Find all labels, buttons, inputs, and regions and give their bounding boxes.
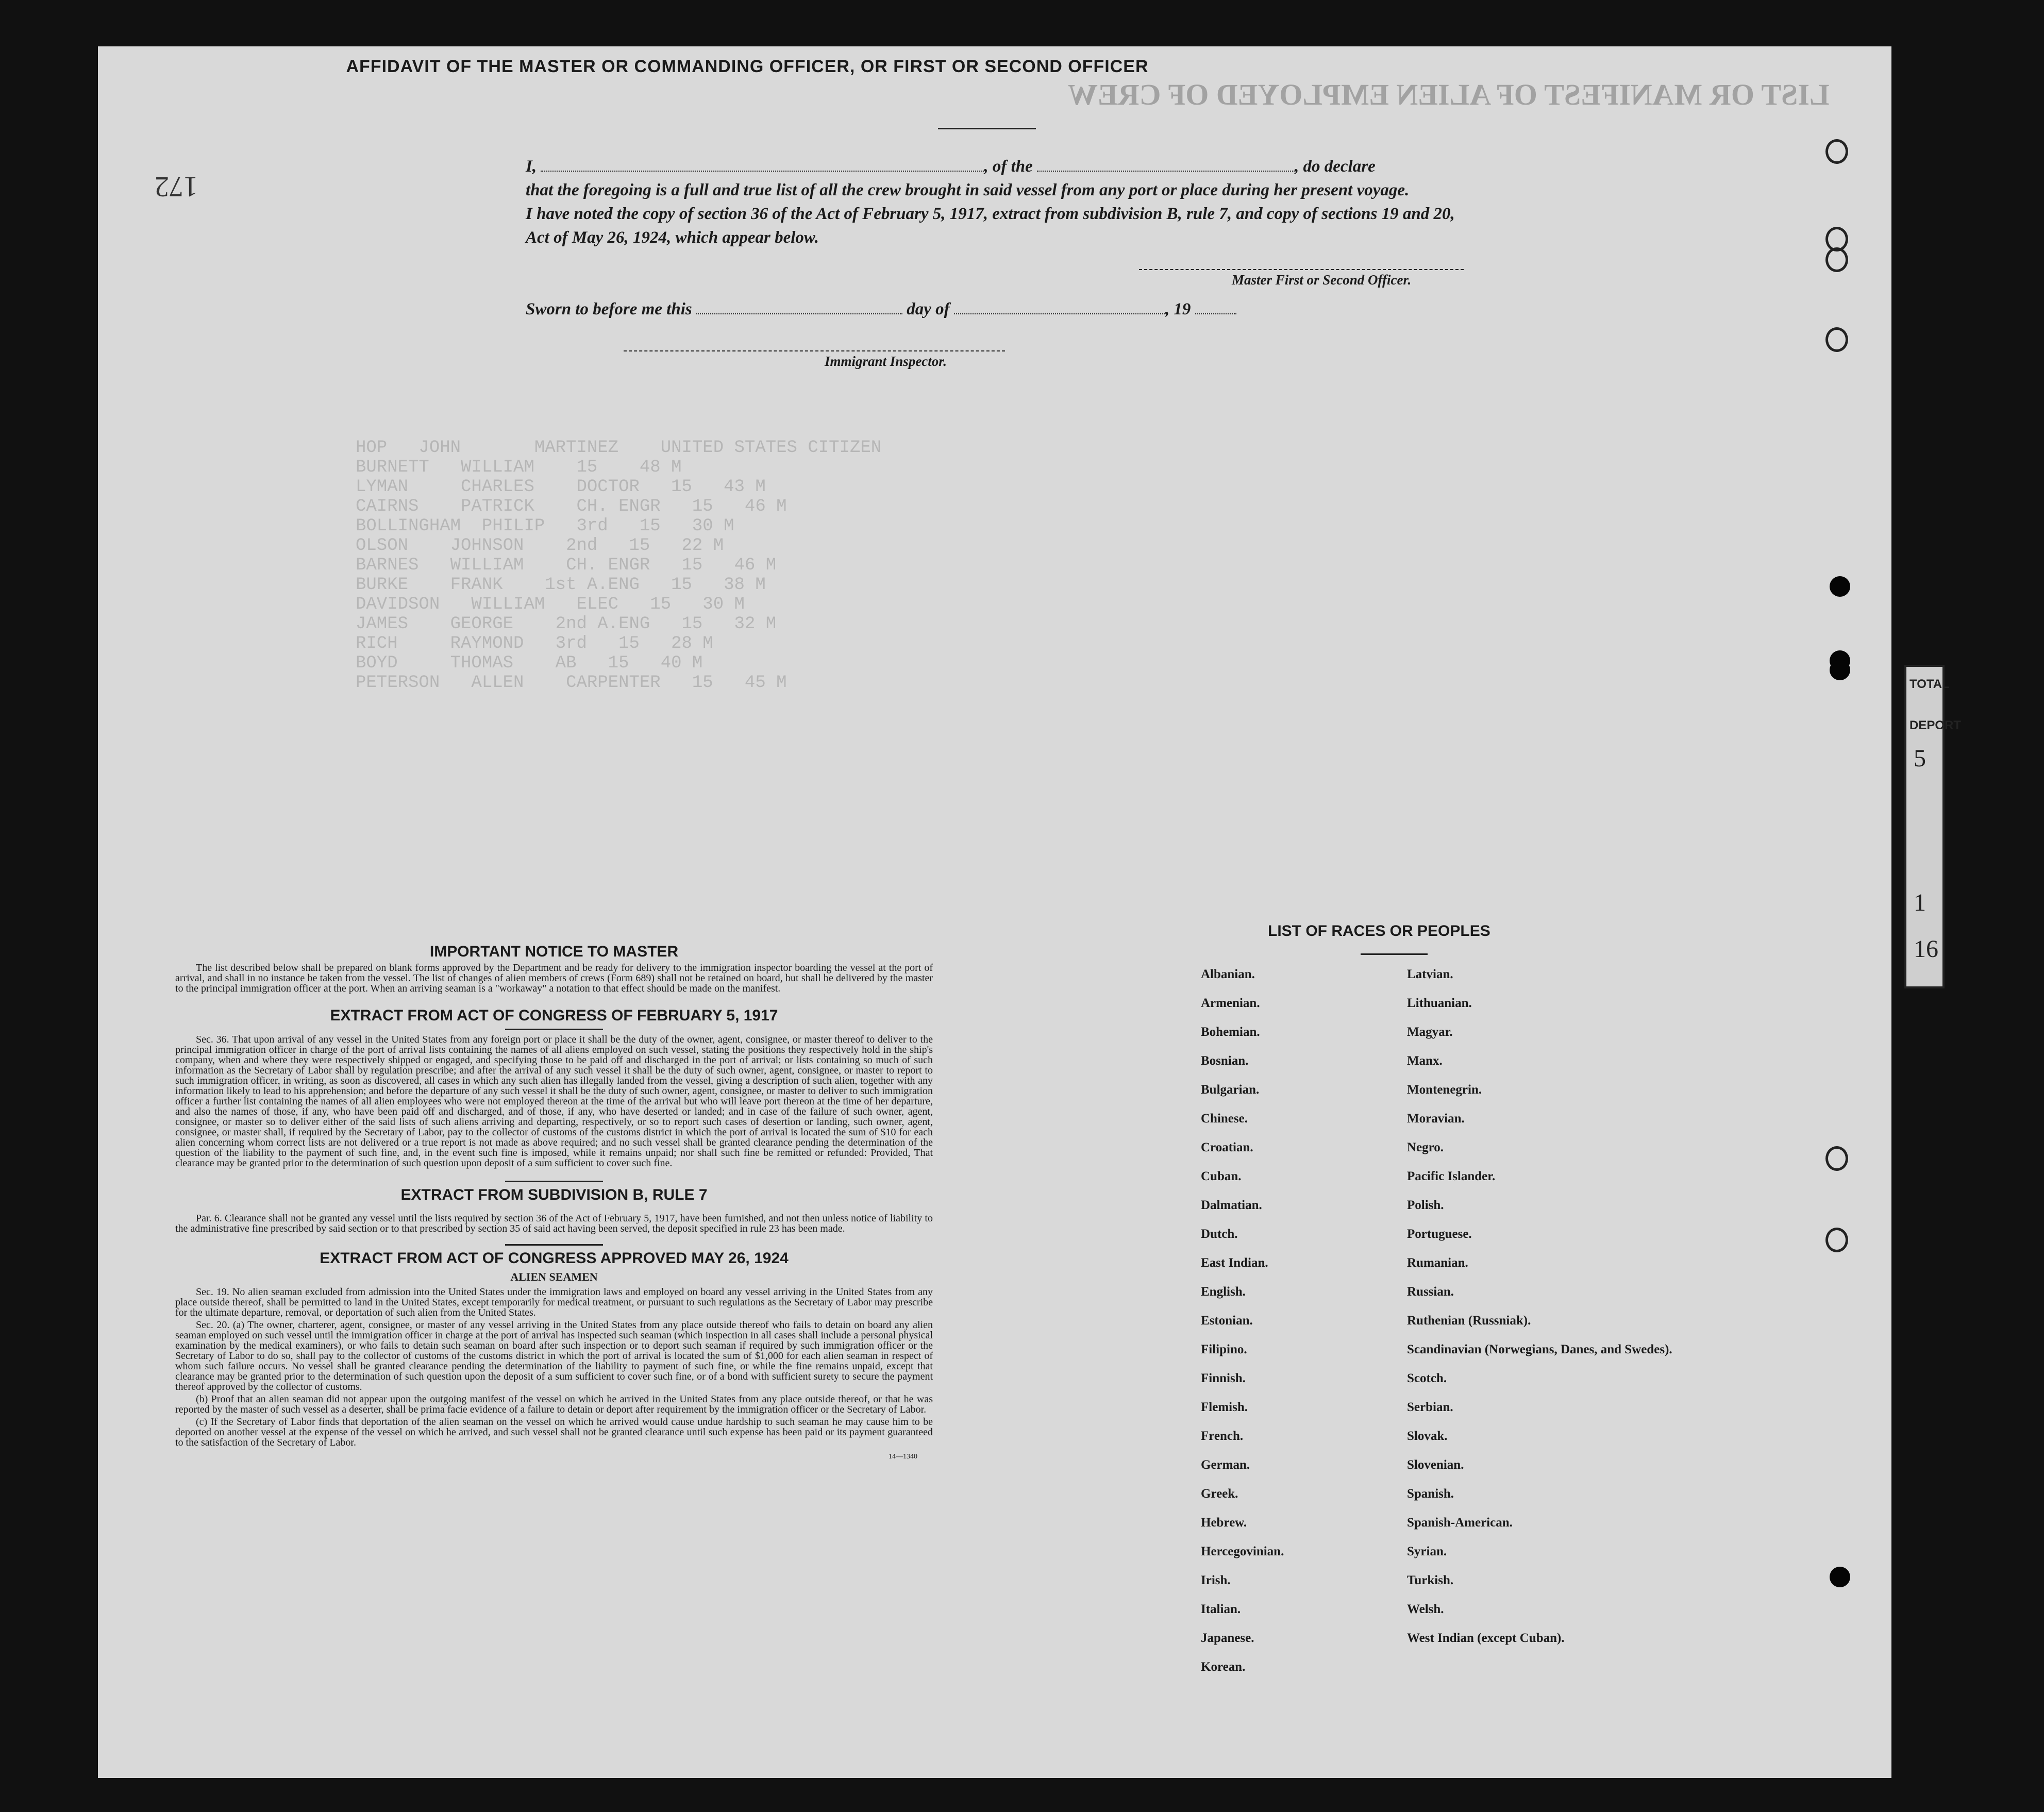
extract3-rule: [505, 1244, 603, 1246]
race-item: Manx.: [1407, 1054, 1443, 1068]
sec20c-text: (c) If the Secretary of Labor finds that deportation of the alien seaman on the vessel on which he arrived would cause undue hardship to such seaman he may cause him to be deported on another vessel at the expense of the vessel on which he arrived, and such vessel shall not be granted clearance until such expense has been paid or its payment guaranteed to the satisfaction of the Secretary of Labor.: [175, 1416, 933, 1448]
affidavit-line-1: [526, 155, 1484, 178]
race-item: Serbian.: [1407, 1400, 1453, 1414]
sworn-day-blank[interactable]: [696, 298, 902, 314]
extract1-rule: [505, 1029, 603, 1030]
race-item: Spanish-American.: [1407, 1516, 1513, 1530]
races-rule: [1361, 953, 1428, 955]
race-item: Hebrew.: [1201, 1516, 1247, 1530]
race-item: Dutch.: [1201, 1227, 1238, 1241]
affidavit-line-2: that the foregoing is a full and true list of all the crew brought in said vessel from any port or place during her present voyage.: [526, 181, 1410, 199]
punch-ring-icon: [1825, 1228, 1848, 1252]
race-item: Bohemian.: [1201, 1025, 1260, 1039]
race-item: Flemish.: [1201, 1400, 1248, 1414]
sworn-day-of: day of: [907, 300, 950, 318]
race-item: Cuban.: [1201, 1169, 1242, 1183]
race-item: West Indian (except Cuban).: [1407, 1631, 1565, 1645]
inspector-label: Immigrant Inspector.: [825, 354, 947, 369]
punch-hole-icon: [1830, 660, 1850, 680]
margin-handwritten-number: 172: [155, 171, 198, 203]
side-tab: [1904, 665, 1962, 988]
race-item: Albanian.: [1201, 967, 1255, 981]
race-item: Pacific Islander.: [1407, 1169, 1496, 1183]
race-item: Ruthenian (Russniak).: [1407, 1314, 1531, 1328]
extract2-text: Par. 6. Clearance shall not be granted any vessel until the lists required by section 36 of the Act of February 5, 1917, have been furnished, and not then unless notice of liability to the administrative fine prescribed by said section or to that prescribed by section 35 of said act having been served, the deposit specified in rule 23 has been made.: [175, 1213, 933, 1234]
side-tab-handwritten-2: 1: [1914, 889, 1926, 916]
race-item: Magyar.: [1407, 1025, 1453, 1039]
race-item: Syrian.: [1407, 1545, 1447, 1558]
race-item: Finnish.: [1201, 1371, 1246, 1385]
race-item: Filipino.: [1201, 1343, 1247, 1356]
side-tab-handwritten-3: 16: [1914, 935, 1938, 963]
race-item: Croatian.: [1201, 1140, 1253, 1154]
sworn-year-blank[interactable]: [1195, 298, 1236, 314]
punch-ring-icon: [1825, 247, 1848, 272]
race-item: Chinese.: [1201, 1112, 1248, 1126]
sworn-year-prefix: , 19: [1165, 300, 1191, 318]
punch-ring-icon: [1825, 139, 1848, 164]
extract1-text: Sec. 36. That upon arrival of any vessel in the United States from any foreign port or place it shall be the duty of the owner, agent, consignee, or master thereof to deliver to the principal immigration officer in charge of the port of arrival lists containing the names of all aliens employed on such vessel, stating the positions they respectively hold in the ship's company, when and where they were respectively shipped or engaged, and specifying those to be paid off and discharged in the port of arrival; or lists containing so much of such information as the Secretary of Labor shall by regulation prescribe; and after the arrival of any such vessel it shall be the duty of such owner, agent, consignee, or master to report to such immigration officer, in writing, as soon as discovered, all cases in which any such alien has illegally landed from the vessel, giving a description of such alien, together with any information likely to lead to his apprehension; and before the departure of any such vessel it shall be the duty of such owner, agent, consignee, or master to deliver to such immigration officer a further list containing the names of all alien employees who were not employed thereon at the time of the arrival but who will leave port thereon at the time of her departure, and also the names of those, if any, who have been paid off and discharged, and of those, if any, who have deserted or landed; and in case of the failure of such owner, agent, consignee, or master so to deliver either of the said lists of such aliens arriving and departing, respectively, or so to report such cases of desertion or landing, such owner, agent, consignee, or master shall, if required by the Secretary of Labor, pay to the collector of customs of the customs district in which the port of arrival is located the sum of $10 for each alien concerning whom correct lists are not delivered or a true report is not made as above required; and no such vessel shall be granted clearance pending the determination of the question of the liability to the payment of such fine, and, in the event such fine is imposed, while it remains unpaid; nor shall such fine be remitted or refunded: Provided, That clearance may be granted prior to the determination of such question upon deposit of a sum sufficient to cover such fine.: [175, 1034, 933, 1169]
race-item: French.: [1201, 1429, 1244, 1443]
name-blank[interactable]: [541, 155, 984, 172]
extract3-title: EXTRACT FROM ACT OF CONGRESS APPROVED MAY 26, 1924: [320, 1250, 789, 1267]
race-item: Portuguese.: [1407, 1227, 1472, 1241]
race-item: Montenegrin.: [1407, 1083, 1482, 1097]
race-item: Hercegovinian.: [1201, 1545, 1284, 1558]
sworn-prefix: Sworn to before me this: [526, 300, 692, 318]
punch-hole-icon: [1830, 1567, 1850, 1587]
race-item: Latvian.: [1407, 967, 1453, 981]
extract3-subtitle: ALIEN SEAMEN: [510, 1270, 598, 1283]
extract2-rule: [505, 1181, 603, 1182]
sec19-text: Sec. 19. No alien seaman excluded from admission into the United States under the immigration laws and employed on board any vessel arriving in the United States from any place outside thereof, shall be permitted to land in the United States, except temporarily for medical treatment, or pursuant to such regulations as the Secretary of Labor may prescribe for the ultimate departure, removal, or deportation of such alien from the United States.: [175, 1286, 933, 1318]
extract2-title: EXTRACT FROM SUBDIVISION B, RULE 7: [400, 1186, 708, 1203]
race-item: Bulgarian.: [1201, 1083, 1260, 1097]
signature-label: Master First or Second Officer.: [1232, 272, 1412, 288]
race-item: Moravian.: [1407, 1112, 1465, 1126]
race-item: Irish.: [1201, 1573, 1231, 1587]
bleed-through-rows: HOP JOHN MARTINEZ UNITED STATES CITIZEN BURNETT WILLIAM 15 48 M LYMAN CHARLES DOCTOR 15 43 M CAIRNS PATRICK CH. ENGR 15 46 M BOLLINGHAM PHILIP 3rd 15 30 M OLSON JOHNSON 2nd 15 22 M BARNES WILLIAM CH. ENGR 15 46 M BURKE FRANK 1st A.ENG 15 38 M DAVIDSON WILLIAM ELEC 15 30 M JAMES GEORGE 2nd A.ENG 15 32 M RICH RAYMOND 3rd 15 28 M BOYD THOMAS AB 15 40 M PETERSON ALLEN CARPENTER 15 45 M: [356, 438, 882, 693]
signature-line[interactable]: [1139, 269, 1464, 270]
races-column-2: [1407, 968, 1696, 1660]
affidavit-line-3: I have noted the copy of section 36 of the Act of February 5, 1917, extract from subdivision B, rule 7, and copy of sections 19 and 20,: [526, 205, 1455, 223]
race-item: Estonian.: [1201, 1314, 1253, 1328]
race-item: East Indian.: [1201, 1256, 1268, 1270]
race-item: Turkish.: [1407, 1573, 1454, 1587]
punch-hole-icon: [1830, 576, 1850, 597]
race-item: Lithuanian.: [1407, 996, 1472, 1010]
race-item: Scotch.: [1407, 1371, 1447, 1385]
affidavit-i: I,: [526, 157, 537, 176]
sec20b-text: (b) Proof that an alien seaman did not appear upon the outgoing manifest of the vessel on which he arrived in the United States from any place outside thereof, or that he was reported by the master of such vessel as a deserter, shall be prima facie evidence of a failure to detain or deport after requirement by the immigration officer or the Secretary of Labor.: [175, 1394, 933, 1415]
side-tab-handwritten-1: 5: [1914, 745, 1926, 772]
race-item: Slovenian.: [1407, 1458, 1464, 1472]
race-item: English.: [1201, 1285, 1246, 1299]
race-item: Scandinavian (Norwegians, Danes, and Swedes).: [1407, 1343, 1672, 1356]
side-tab-total-label: TOTAL: [1909, 677, 1950, 691]
race-item: Greek.: [1201, 1487, 1238, 1501]
extract1-title: EXTRACT FROM ACT OF CONGRESS OF FEBRUARY 5, 1917: [330, 1007, 778, 1024]
punch-ring-icon: [1825, 1146, 1848, 1171]
inspector-signature-line[interactable]: [624, 350, 1005, 351]
affidavit-of-the: , of the: [984, 157, 1033, 176]
race-item: Rumanian.: [1407, 1256, 1468, 1270]
side-tab-deport-label: DEPORT: [1909, 718, 1962, 732]
affidavit-do-declare: , do declare: [1295, 157, 1376, 176]
punch-ring-icon: [1825, 327, 1848, 352]
race-item: Armenian.: [1201, 996, 1260, 1010]
bleed-through-title: LIST OR MANIFEST OF ALIEN EMPLOYED OF CREW: [1068, 78, 1830, 111]
notice-block: [175, 943, 933, 1461]
race-item: Bosnian.: [1201, 1054, 1249, 1068]
race-item: Welsh.: [1407, 1602, 1444, 1616]
sworn-month-blank[interactable]: [954, 298, 1165, 314]
vessel-blank[interactable]: [1037, 155, 1295, 172]
notice-text: The list described below shall be prepared on blank forms approved by the Department and be ready for delivery to the immigration inspector boarding the vessel at the port of arrival, and shall in no instance be taken from the vessel. The list of changes of alien members of crews (Form 689) shall not be retained on board, but shall be delivered by the master to the principal immigration officer at the port. When an arriving seaman is a "workaway" a notation to that effect should be made on the manifest.: [175, 962, 933, 994]
race-item: German.: [1201, 1458, 1250, 1472]
race-item: Dalmatian.: [1201, 1198, 1262, 1212]
title-rule: [938, 128, 1036, 129]
form-number: 14—1340: [889, 1453, 917, 1461]
race-item: Japanese.: [1201, 1631, 1254, 1645]
races-title: LIST OF RACES OR PEOPLES: [1268, 922, 1490, 939]
notice-title: IMPORTANT NOTICE TO MASTER: [429, 943, 679, 960]
affidavit-title: AFFIDAVIT OF THE MASTER OR COMMANDING OFFICER, OR FIRST OR SECOND OFFICER: [346, 57, 1149, 76]
affidavit-text: [526, 155, 1484, 249]
race-item: Negro.: [1407, 1140, 1444, 1154]
race-item: Spanish.: [1407, 1487, 1454, 1501]
race-item: Korean.: [1201, 1660, 1246, 1674]
affidavit-line-4: Act of May 26, 1924, which appear below.: [526, 228, 819, 247]
race-item: Polish.: [1407, 1198, 1444, 1212]
race-item: Slovak.: [1407, 1429, 1448, 1443]
race-item: Russian.: [1407, 1285, 1454, 1299]
sec20a-text: Sec. 20. (a) The owner, charterer, agent, consignee, or master of any vessel arriving in the United States from any place outside thereof who fails to detain on board any alien seaman employed on such vessel until the immigration officer in charge at the port of arrival has inspected such seaman (which inspection in all cases shall include a personal physical examination by the medical examiners), or who fails to detain such seaman on board after such inspection or to deport such seaman if required by such immigration officer or the Secretary of Labor to do so, shall pay to the collector of customs of the customs district in which the port of arrival is located the sum of $1,000 for each alien seaman in respect of whom such failure occurs. No vessel shall be granted clearance pending the determination of the liability to payment of such fine, or while the fine remains unpaid, except that clearance may be granted prior to the determination of such question upon the deposit of a sum sufficient to cover such fine, or of a bond with sufficient surety to secure the payment thereof approved by the collector of customs.: [175, 1319, 933, 1392]
race-item: Italian.: [1201, 1602, 1241, 1616]
sworn-line: [526, 298, 1236, 319]
